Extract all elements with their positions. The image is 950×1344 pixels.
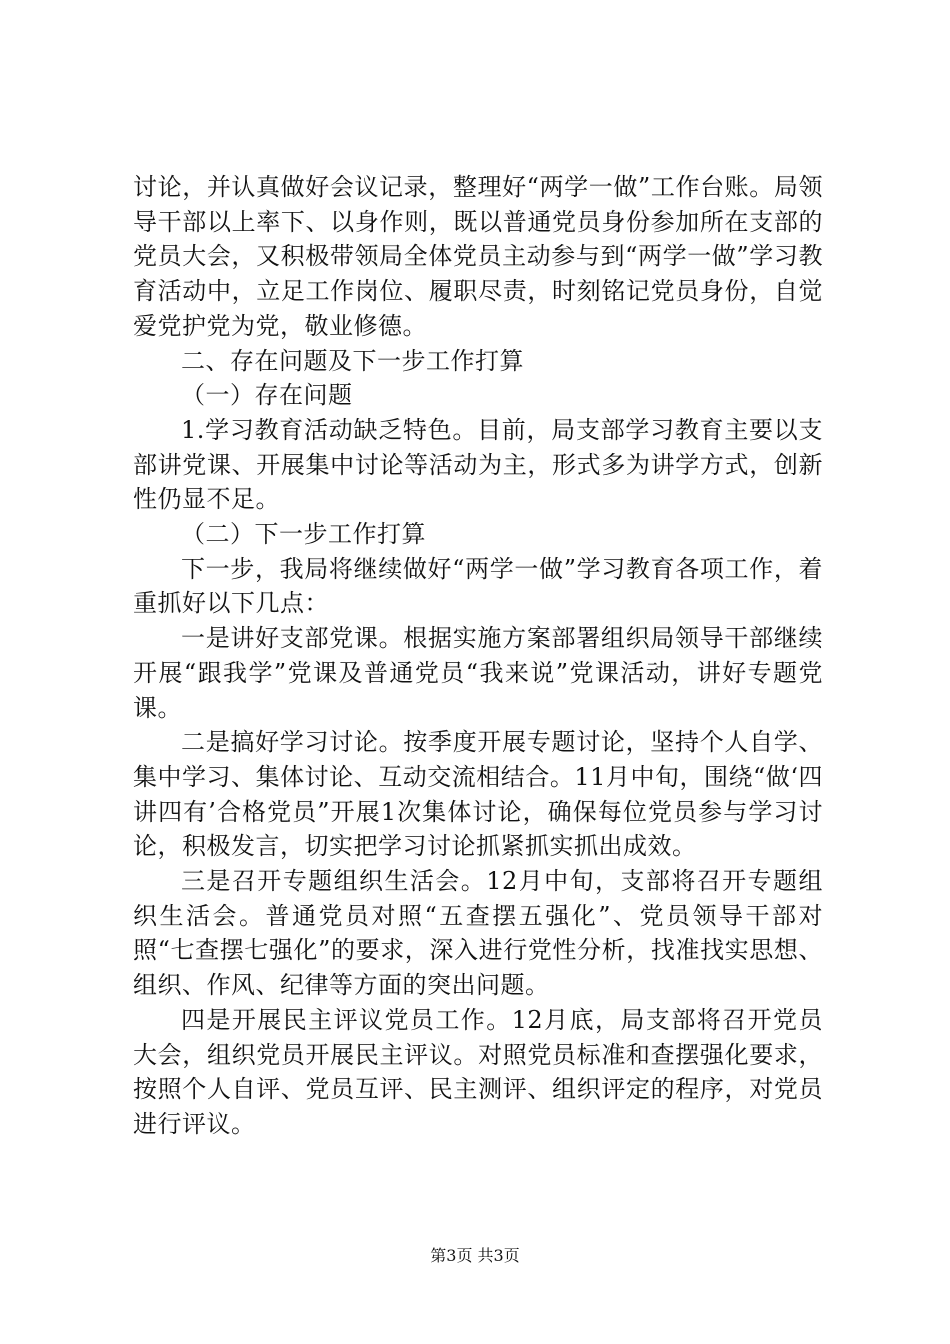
paragraph-point-4: 四是开展民主评议党员工作。12月底，局支部将召开党员大会，组织党员开展民主评议。对照党员标准和查摆强化要求，按照个人自评、党员互评、民主测评、组织评定的程序，对党员进行评议。 [133,1005,823,1138]
subsection-heading-next-steps: （二）下一步工作打算 [181,520,426,549]
paragraph-point-2: 二是搞好学习讨论。按季度开展专题讨论，坚持个人自学、集中学习、集体讨论、互动交流相结合。11月中旬，围绕“做‘四讲四有’合格党员”开展1次集体讨论，确保每位党员参与学习讨论，积极发言，切实把学习讨论抓紧抓实抓出成效。 [133,728,823,861]
document-body [133,170,823,1142]
paragraph-problem-1: 1.学习教育活动缺乏特色。目前，局支部学习教育主要以支部讲党课、开展集中讨论等活动为主，形式多为讲学方式，创新性仍显不足。 [133,415,823,514]
page-footer: 第3页 共3页 [430,1246,520,1265]
section-heading-2: 二、存在问题及下一步工作打算 [181,346,524,375]
paragraph-point-1: 一是讲好支部党课。根据实施方案部署组织局领导干部继续开展“跟我学”党课及普通党员“我来说”党课活动，讲好专题党课。 [133,624,823,722]
paragraph-point-3: 三是召开专题组织生活会。12月中旬，支部将召开专题组织生活会。普通党员对照“五查摆五强化”、党员领导干部对照“七查摆七强化”的要求，深入进行党性分析，找准找实思想、组织、作风、纪律等方面的突出问题。 [133,867,823,1000]
paragraph-continuation: 讨论，并认真做好会议记录，整理好“两学一做”工作台账。局领导干部以上率下、以身作则，既以普通党员身份参加所在支部的党员大会，又积极带领局全体党员主动参与到“两学一做”学习教育活动中，立足工作岗位、履职尽责，时刻铭记党员身份，自觉爱党护党为党，敬业修德。 [133,173,823,340]
paragraph-next-steps-intro: 下一步，我局将继续做好“两学一做”学习教育各项工作，着重抓好以下几点： [133,554,823,618]
subsection-heading-existing-problems: （一）存在问题 [181,381,353,410]
